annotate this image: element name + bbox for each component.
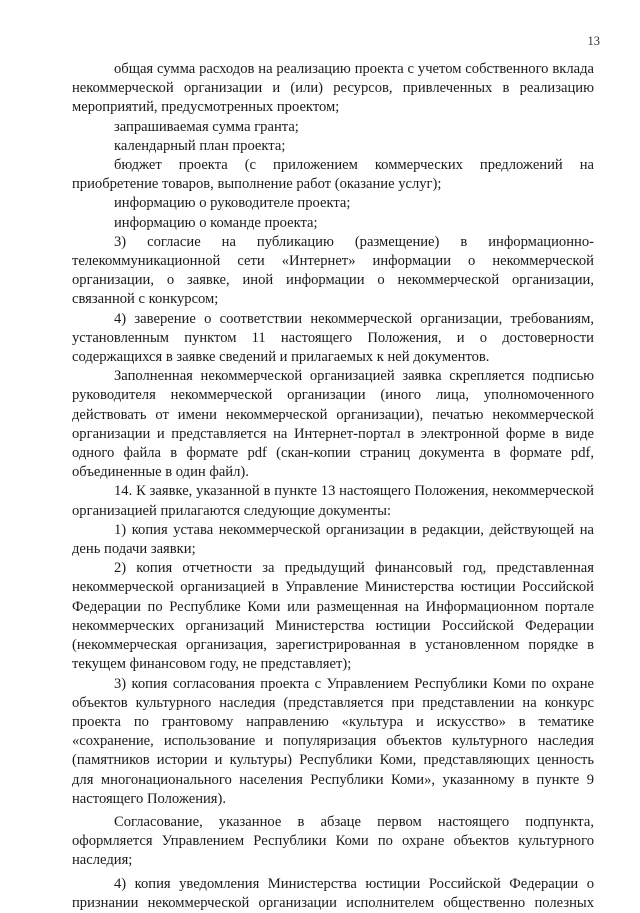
document-body xyxy=(72,60,594,913)
paragraph-3: календарный план проекта; xyxy=(114,137,286,154)
paragraph-9: Заполненная некоммерческой организацией заявка скрепляется подписью руководителя некоммерческой организации (иного лица, уполномоченного действовать от имени некоммерческой организации), печатью некоммерческой организации и представляется на Интернет-портал в электронной форме в виде одного файла в формате pdf (скан-копии страниц документа в формате pdf, объединенные в один файл). xyxy=(72,368,594,481)
page-number: 13 xyxy=(587,34,600,48)
paragraph-11: 1) копия устава некоммерческой организации в редакции, действующей на день подачи заявки; xyxy=(72,521,594,558)
paragraph-5: информацию о руководителе проекта; xyxy=(114,195,351,212)
paragraph-4: бюджет проекта (с приложением коммерческих предложений на приобретение товаров, выполнение работ (оказание услуг); xyxy=(72,157,594,193)
paragraph-7: 3) согласие на публикацию (размещение) в информационно-телекоммуникационной сети «Интернет» информации о некоммерческой организации, о заявке, иной информации о некоммерческой организации, связанной с конкурсом; xyxy=(72,233,594,308)
paragraph-13: 3) копия согласования проекта с Управлением Республики Коми по охране объектов культурного наследия (представляется при представлении на конкурс проекта по грантовому направлению «культура и искусство» в тематике «сохранение, использование и популяризация объектов культурного наследия (памятников истории и культуры) Республики Коми, представляющих ценность для многонационального населения Республики Коми», указанному в пункте 9 настоящего Положения). xyxy=(72,675,594,807)
paragraph-2: запрашиваемая сумма гранта; xyxy=(114,118,299,135)
paragraph-15: 4) копия уведомления Министерства юстиции Российской Федерации о признании некоммерческой организации исполнителем общественно полезных xyxy=(72,875,594,911)
paragraph-10: 14. К заявке, указанной в пункте 13 настоящего Положения, некоммерческой организацией прилагаются следующие документы: xyxy=(72,483,594,519)
paragraph-12: 2) копия отчетности за предыдущий финансовый год, представленная некоммерческой организацией в Управление Министерства юстиции Российской Федерации по Республике Коми или размещенная на Информационном портале некоммерческих организаций Министерства юстиции Российской Федерации (некоммерческая организация, зарегистрированная в установленном порядке в текущем финансовом году, не представляет); xyxy=(72,560,594,673)
paragraph-14: Согласование, указанное в абзаце первом настоящего подпункта, оформляется Управлением Республики Коми по охране объектов культурного наследия; xyxy=(72,813,594,869)
paragraph-1: общая сумма расходов на реализацию проекта с учетом собственного вклада некоммерческой организации и (или) ресурсов, привлеченных в реализацию мероприятий, предусмотренных проектом; xyxy=(72,61,594,116)
paragraph-8: 4) заверение о соответствии некоммерческой организации, требованиям, установленным пунктом 11 настоящего Положения, и о достоверности содержащихся в заявке сведений и прилагаемых к ней документов. xyxy=(72,310,594,366)
paragraph-6: информацию о команде проекта; xyxy=(114,214,318,231)
